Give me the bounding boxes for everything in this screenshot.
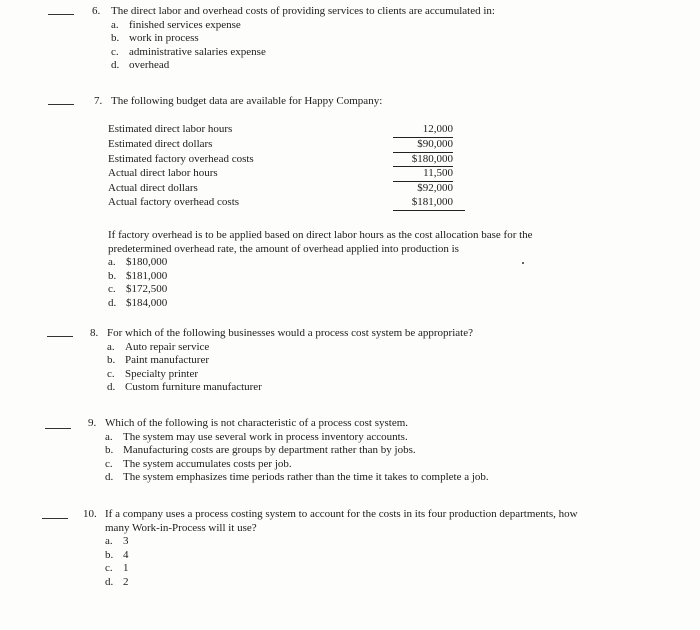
option-9a[interactable]: a. The system may use several work in process inventory accounts. (105, 430, 408, 443)
budget-row: Estimated factory overhead costs $180,000 (108, 153, 453, 168)
question-10 (83, 508, 578, 590)
question-10-text: If a company uses a process costing system to account for the costs in its four production departments, how (105, 508, 578, 520)
answer-blank-7[interactable] (48, 104, 74, 105)
question-10-stem-2: many Work-in-Process will it use? (105, 521, 257, 534)
answer-blank-10[interactable] (42, 518, 68, 519)
option-7d[interactable]: d. $184,000 (108, 296, 168, 309)
option-7a[interactable]: a. $180,000 (108, 256, 168, 269)
option-7c[interactable]: c. $172,500 (108, 283, 168, 296)
budget-row: Actual direct labor hours 11,500 (108, 167, 453, 182)
budget-row: Estimated direct labor hours 12,000 (108, 123, 453, 138)
option-7b[interactable]: b. $181,000 (108, 269, 168, 282)
option-9d[interactable]: d. The system emphasizes time periods rather than the time it takes to complete a job. (105, 471, 489, 484)
question-6 (92, 5, 495, 73)
question-10-options (105, 535, 578, 589)
option-10d[interactable]: d. 2 (105, 575, 129, 588)
question-8-number: 8. (90, 327, 99, 339)
answer-blank-8[interactable] (47, 336, 73, 337)
question-7 (94, 95, 382, 109)
stray-mark (522, 262, 524, 264)
option-6a[interactable]: a. finished services expense (111, 18, 241, 31)
question-10-stem-1 (83, 508, 578, 522)
option-8a[interactable]: a. Auto repair service (107, 340, 210, 353)
question-6-text: The direct labor and overhead costs of providing services to clients are accumulated in: (111, 5, 495, 17)
option-8b[interactable]: b. Paint manufacturer (107, 354, 209, 367)
question-9-options (105, 431, 489, 485)
budget-row: Actual direct dollars $92,000 (108, 182, 453, 195)
option-6c[interactable]: c. administrative salaries expense (111, 45, 266, 58)
question-7-text: The following budget data are available for Happy Company: (111, 95, 383, 107)
question-10-number: 10. (83, 508, 97, 520)
question-8-stem (90, 327, 473, 341)
question-8 (90, 327, 473, 395)
option-8c[interactable]: c. Specialty printer (107, 367, 199, 380)
question-7-stem (94, 95, 382, 109)
option-10a[interactable]: a. 3 (105, 535, 129, 548)
answer-blank-6[interactable] (48, 14, 74, 15)
question-7-number: 7. (94, 95, 103, 107)
option-9c[interactable]: c. The system accumulates costs per job. (105, 457, 292, 470)
option-10b[interactable]: b. 4 (105, 548, 129, 561)
budget-underline (395, 210, 465, 211)
question-6-options (111, 19, 495, 73)
answer-blank-9[interactable] (45, 428, 71, 429)
question-6-number: 6. (92, 5, 101, 17)
question-9 (88, 417, 489, 485)
question-7-options (108, 256, 533, 310)
option-6d[interactable]: d. overhead (111, 59, 170, 72)
question-6-stem (92, 5, 495, 19)
question-9-text: Which of the following is not characteristic of a process cost system. (105, 417, 409, 429)
option-9b[interactable]: b. Manufacturing costs are groups by department rather than by jobs. (105, 444, 416, 457)
budget-row: Actual factory overhead costs $181,000 (108, 196, 453, 211)
budget-table (108, 123, 453, 211)
budget-row: Estimated direct dollars $90,000 (108, 138, 453, 153)
question-8-options (107, 341, 473, 395)
question-9-number: 9. (88, 417, 97, 429)
option-8d[interactable]: d. Custom furniture manufacturer (107, 381, 262, 394)
question-7-followup: If factory overhead is to be applied based on direct labor hours as the cost allocation base for the predetermined overhead rate, the amount of overhead applied into production is a. $180,000 b. $181,000 c. $172,500 d. $184,000 (108, 229, 533, 309)
option-10c[interactable]: c. 1 (105, 562, 129, 575)
question-9-stem (88, 417, 489, 431)
question-8-text: For which of the following businesses would a process cost system be appropriate? (107, 327, 473, 339)
option-6b[interactable]: b. work in process (111, 32, 199, 45)
